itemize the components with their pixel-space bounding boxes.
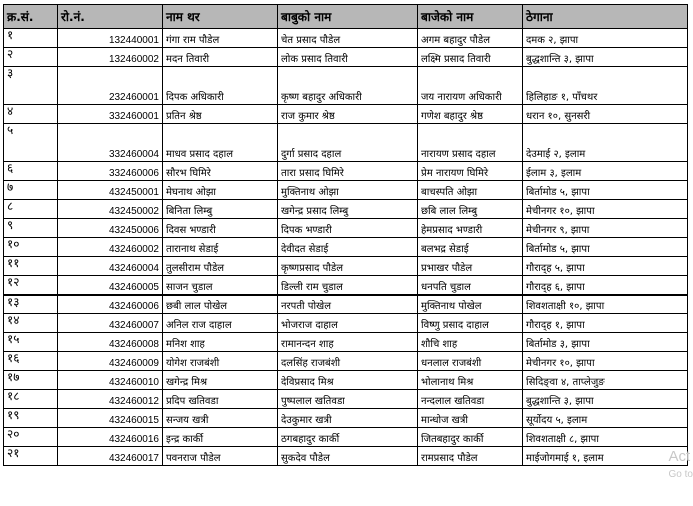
roll-number-cell: 132460002 bbox=[58, 48, 163, 67]
roll-number-cell: 332460001 bbox=[58, 105, 163, 124]
serial-cell: १२ bbox=[4, 276, 58, 295]
father-name-cell: पुष्पलाल खतिवडा bbox=[278, 390, 418, 409]
grandfather-name-cell: बलभद्र सेडाई bbox=[418, 238, 523, 257]
table-row bbox=[4, 238, 688, 257]
grandfather-name-cell: गणेश बहादुर श्रेष्ठ bbox=[418, 105, 523, 124]
father-name-cell: दलसिंह राजबंशी bbox=[278, 352, 418, 371]
grandfather-name-cell: छबि लाल लिम्बु bbox=[418, 200, 523, 219]
address-cell: हिलिहाङ १, पाँचथर bbox=[523, 67, 688, 105]
address-cell: शिवशताक्षी १०, झापा bbox=[523, 295, 688, 314]
name-cell: तुलसीराम पौडेल bbox=[163, 257, 278, 276]
serial-cell: १४ bbox=[4, 314, 58, 333]
roll-number-cell: 432460015 bbox=[58, 409, 163, 428]
table-row bbox=[4, 314, 688, 333]
name-cell: बिनिता लिम्बु bbox=[163, 200, 278, 219]
grandfather-name-cell: बाचस्पति ओझा bbox=[418, 181, 523, 200]
father-name-cell: दिपक भण्डारी bbox=[278, 219, 418, 238]
roll-number-cell: 432460004 bbox=[58, 257, 163, 276]
father-name-cell: देउकुमार खत्री bbox=[278, 409, 418, 428]
grandfather-name-cell: विष्णु प्रसाद दाहाल bbox=[418, 314, 523, 333]
roll-number-cell: 232460001 bbox=[58, 67, 163, 105]
father-name-cell: कृष्णप्रसाद पौडेल bbox=[278, 257, 418, 276]
address-cell: गौराद्ह १, झापा bbox=[523, 314, 688, 333]
roll-number-cell: 432460010 bbox=[58, 371, 163, 390]
header-name: नाम थर bbox=[163, 5, 278, 29]
address-cell: बुद्धशान्ति ३, झापा bbox=[523, 48, 688, 67]
serial-cell: १० bbox=[4, 238, 58, 257]
serial-cell: १६ bbox=[4, 352, 58, 371]
grandfather-name-cell: शौचि शाह bbox=[418, 333, 523, 352]
father-name-cell: नरपती पोखेल bbox=[278, 295, 418, 314]
roll-number-cell: 432460006 bbox=[58, 295, 163, 314]
serial-cell: ८ bbox=[4, 200, 58, 219]
address-cell: गौराद्ह ५, झापा bbox=[523, 257, 688, 276]
grandfather-name-cell: जितबहादुर कार्की bbox=[418, 428, 523, 447]
header-father-name: बाबुको नाम bbox=[278, 5, 418, 29]
address-cell: शिवशताक्षी ८, झापा bbox=[523, 428, 688, 447]
address-cell: दमक २, झापा bbox=[523, 29, 688, 48]
header-address: ठेगाना bbox=[523, 5, 688, 29]
roll-number-cell: 432460002 bbox=[58, 238, 163, 257]
father-name-cell: दुर्गा प्रसाद दहाल bbox=[278, 124, 418, 162]
name-cell: प्रतिन श्रेष्ठ bbox=[163, 105, 278, 124]
father-name-cell: चेत प्रसाद पौडेल bbox=[278, 29, 418, 48]
address-cell: माईजोगमाई १, इलाम bbox=[523, 447, 688, 466]
grandfather-name-cell: भोलानाथ मिश्र bbox=[418, 371, 523, 390]
table-row bbox=[4, 67, 688, 105]
grandfather-name-cell: प्रभाखर पौडेल bbox=[418, 257, 523, 276]
serial-cell: १७ bbox=[4, 371, 58, 390]
address-cell: मेचीनगर १०, झापा bbox=[523, 200, 688, 219]
table-row bbox=[4, 105, 688, 124]
father-name-cell: सुकदेव पौडेल bbox=[278, 447, 418, 466]
header-grandfather-name: बाजेको नाम bbox=[418, 5, 523, 29]
table-row bbox=[4, 162, 688, 181]
address-cell: मेचीनगर १०, झापा bbox=[523, 352, 688, 371]
father-name-cell: लोक प्रसाद तिवारी bbox=[278, 48, 418, 67]
father-name-cell: ठगबहादुर कार्की bbox=[278, 428, 418, 447]
address-cell: सिदिङ्वा ४, ताप्लेजुङ bbox=[523, 371, 688, 390]
table-row bbox=[4, 333, 688, 352]
address-cell: गौराद्ह ६, झापा bbox=[523, 276, 688, 295]
serial-cell: २ bbox=[4, 48, 58, 67]
address-cell: बिर्तामोड ३, झापा bbox=[523, 333, 688, 352]
serial-cell: ९ bbox=[4, 219, 58, 238]
table-row bbox=[4, 257, 688, 276]
roll-number-cell: 332460004 bbox=[58, 124, 163, 162]
roll-number-cell: 432460008 bbox=[58, 333, 163, 352]
grandfather-name-cell: मुक्तिनाथ पोखेल bbox=[418, 295, 523, 314]
address-cell: देउमाई २, इलाम bbox=[523, 124, 688, 162]
roll-number-cell: 432460012 bbox=[58, 390, 163, 409]
table-row bbox=[4, 200, 688, 219]
watermark-line1: Act bbox=[668, 448, 691, 465]
roll-number-cell: 332460006 bbox=[58, 162, 163, 181]
address-cell: सूर्योदय ५, इलाम bbox=[523, 409, 688, 428]
roll-number-cell: 132440001 bbox=[58, 29, 163, 48]
roll-number-cell: 432460017 bbox=[58, 447, 163, 466]
serial-cell: १३ bbox=[4, 295, 58, 314]
table-row bbox=[4, 447, 688, 466]
header-serial: क्र.सं. bbox=[4, 5, 58, 29]
father-name-cell: रामानन्दन शाह bbox=[278, 333, 418, 352]
grandfather-name-cell: नारायण प्रसाद दहाल bbox=[418, 124, 523, 162]
table-row bbox=[4, 219, 688, 238]
table-row bbox=[4, 29, 688, 48]
name-cell: छबी लाल पोखेल bbox=[163, 295, 278, 314]
address-cell: बिर्तामोड ५, झापा bbox=[523, 181, 688, 200]
name-cell: मदन तिवारी bbox=[163, 48, 278, 67]
name-cell: सौरभ घिमिरे bbox=[163, 162, 278, 181]
table-row bbox=[4, 352, 688, 371]
grandfather-name-cell: नन्दलाल खतिवडा bbox=[418, 390, 523, 409]
serial-cell: ६ bbox=[4, 162, 58, 181]
watermark-line2: Go to bbox=[668, 469, 693, 480]
name-cell: दिपक अधिकारी bbox=[163, 67, 278, 105]
name-cell: साजन चुडाल bbox=[163, 276, 278, 295]
grandfather-name-cell: मान्धोज खत्री bbox=[418, 409, 523, 428]
address-cell: मेचीनगर ९, झापा bbox=[523, 219, 688, 238]
name-cell: दिवस भण्डारी bbox=[163, 219, 278, 238]
grandfather-name-cell: रामप्रसाद पौडेल bbox=[418, 447, 523, 466]
table-header-row bbox=[4, 5, 688, 29]
roll-number-cell: 432450006 bbox=[58, 219, 163, 238]
name-cell: इन्द्र कार्की bbox=[163, 428, 278, 447]
father-name-cell: राज कुमार श्रेष्ठ bbox=[278, 105, 418, 124]
table-row bbox=[4, 371, 688, 390]
address-cell: ईलाम ३, इलाम bbox=[523, 162, 688, 181]
grandfather-name-cell: अगम बहादुर पौडेल bbox=[418, 29, 523, 48]
activation-watermark bbox=[669, 448, 693, 484]
grandfather-name-cell: जय नारायण अधिकारी bbox=[418, 67, 523, 105]
name-cell: गंगा राम पौडेल bbox=[163, 29, 278, 48]
grandfather-name-cell: धनलाल राजबंशी bbox=[418, 352, 523, 371]
serial-cell: २१ bbox=[4, 447, 58, 466]
serial-cell: १ bbox=[4, 29, 58, 48]
serial-cell: ५ bbox=[4, 124, 58, 162]
serial-cell: ३ bbox=[4, 67, 58, 105]
father-name-cell: देवीदत सेडाई bbox=[278, 238, 418, 257]
roll-number-cell: 432460005 bbox=[58, 276, 163, 295]
grandfather-name-cell: धनपति चुडाल bbox=[418, 276, 523, 295]
table-row bbox=[4, 181, 688, 200]
name-cell: पवनराज पौडेल bbox=[163, 447, 278, 466]
table-row bbox=[4, 295, 688, 314]
serial-cell: ४ bbox=[4, 105, 58, 124]
name-cell: खगेन्द्र मिश्र bbox=[163, 371, 278, 390]
father-name-cell: डिल्ली राम चुडाल bbox=[278, 276, 418, 295]
father-name-cell: मुक्तिनाथ ओझा bbox=[278, 181, 418, 200]
roll-number-cell: 432460016 bbox=[58, 428, 163, 447]
name-cell: अनिल राज दाहाल bbox=[163, 314, 278, 333]
address-cell: धरान १०, सुनसरी bbox=[523, 105, 688, 124]
serial-cell: ७ bbox=[4, 181, 58, 200]
roll-number-cell: 432450001 bbox=[58, 181, 163, 200]
serial-cell: १८ bbox=[4, 390, 58, 409]
name-cell: योगेश राजबंशी bbox=[163, 352, 278, 371]
address-cell: बुद्धशान्ति ३, झापा bbox=[523, 390, 688, 409]
name-cell: प्रदिप खतिवडा bbox=[163, 390, 278, 409]
address-cell: बिर्तामोड ५, झापा bbox=[523, 238, 688, 257]
serial-cell: १५ bbox=[4, 333, 58, 352]
table-row bbox=[4, 276, 688, 295]
serial-cell: २० bbox=[4, 428, 58, 447]
serial-cell: ११ bbox=[4, 257, 58, 276]
roll-number-cell: 432450002 bbox=[58, 200, 163, 219]
grandfather-name-cell: हेमप्रसाद भण्डारी bbox=[418, 219, 523, 238]
name-cell: तारानाथ सेडाई bbox=[163, 238, 278, 257]
name-cell: माधव प्रसाद दहाल bbox=[163, 124, 278, 162]
table-row bbox=[4, 409, 688, 428]
father-name-cell: भोजराज दाहाल bbox=[278, 314, 418, 333]
table-row bbox=[4, 390, 688, 409]
table-row bbox=[4, 124, 688, 162]
grandfather-name-cell: लक्ष्मि प्रसाद तिवारी bbox=[418, 48, 523, 67]
grandfather-name-cell: प्रेम नारायण घिमिरे bbox=[418, 162, 523, 181]
name-cell: मनिश शाह bbox=[163, 333, 278, 352]
header-roll-number: रो.नं. bbox=[58, 5, 163, 29]
results-table bbox=[3, 4, 688, 466]
table-row bbox=[4, 428, 688, 447]
father-name-cell: तारा प्रसाद घिमिरे bbox=[278, 162, 418, 181]
serial-cell: १९ bbox=[4, 409, 58, 428]
father-name-cell: कृष्ण बहादुर अधिकारी bbox=[278, 67, 418, 105]
roll-number-cell: 432460009 bbox=[58, 352, 163, 371]
name-cell: सन्जय खत्री bbox=[163, 409, 278, 428]
father-name-cell: खगेन्द्र प्रसाद लिम्बु bbox=[278, 200, 418, 219]
father-name-cell: देविप्रसाद मिश्र bbox=[278, 371, 418, 390]
table-row bbox=[4, 48, 688, 67]
roll-number-cell: 432460007 bbox=[58, 314, 163, 333]
name-cell: मेघनाथ ओझा bbox=[163, 181, 278, 200]
